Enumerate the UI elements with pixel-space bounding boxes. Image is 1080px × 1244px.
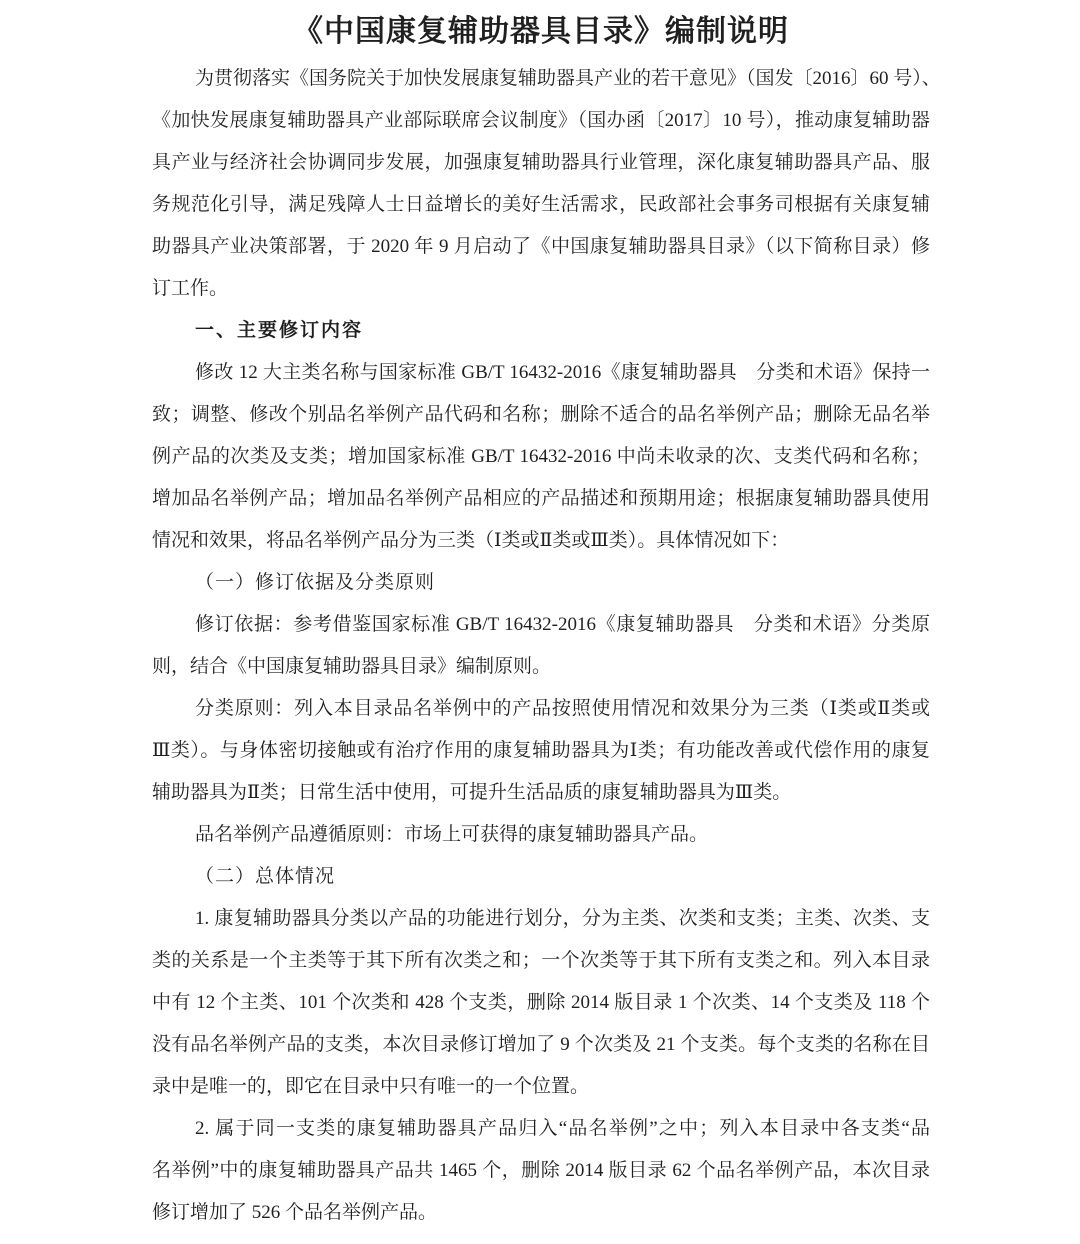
paragraph-line: 为贯彻落实《国务院关于加快发展康复辅助器具产业的若干意见》（国发〔2016〕60 号）、 <box>195 68 941 89</box>
paragraph-line: 订工作。 <box>152 278 229 299</box>
paragraph-line: 务规范化引导，满足残障人士日益增长的美好生活需求，民政部社会事务司根据有关康复辅 <box>152 194 930 215</box>
paragraph-line: 具产业与经济社会协调同步发展，加强康复辅助器具行业管理，深化康复辅助器具产品、服 <box>152 152 930 173</box>
paragraph-line: 类的关系是一个主类等于其下所有次类之和；一个次类等于其下所有支类之和。列入本目录 <box>152 950 930 971</box>
paragraph-line: 修订增加了 526 个品名举例产品。 <box>152 1202 438 1223</box>
paragraph-line: 没有品名举例产品的支类，本次目录修订增加了 9 个次类及 21 个支类。每个支类的名称在目 <box>152 1034 930 1055</box>
paragraph-line: 修订依据：参考借鉴国家标准 GB/T 16432-2016《康复辅助器具 分类和术语》分类原 <box>195 614 930 635</box>
paragraph-line: 致；调整、修改个别品名举例产品代码和名称；删除不适合的品名举例产品；删除无品名举 <box>152 404 930 425</box>
paragraph-line: 2. 属于同一支类的康复辅助器具产品归入“品名举例”之中；列入本目录中各支类“品 <box>195 1118 930 1139</box>
paragraph-line: 例产品的次类及支类；增加国家标准 GB/T 16432-2016 中尚未收录的次、支类代码和名称； <box>152 446 930 467</box>
paragraph-line: 录中是唯一的，即它在目录中只有唯一的一个位置。 <box>152 1076 590 1097</box>
heading-line: 一、主要修订内容 <box>195 320 364 341</box>
subheading-line: （一）修订依据及分类原则 <box>195 572 436 593</box>
paragraph-line: 情况和效果，将品名举例产品分为三类（Ⅰ类或Ⅱ类或Ⅲ类）。具体情况如下： <box>152 530 790 551</box>
paragraph-line: 中有 12 个主类、101 个次类和 428 个支类，删除 2014 版目录 1 个次类、14 个支类及 118 个 <box>152 992 930 1013</box>
document-title: 《中国康复辅助器具目录》编制说明 <box>293 15 789 48</box>
paragraph-line: 1. 康复辅助器具分类以产品的功能进行划分，分为主类、次类和支类；主类、次类、支 <box>195 908 930 929</box>
subheading-line: （二）总体情况 <box>195 866 336 887</box>
paragraph-line: 品名举例产品遵循原则：市场上可获得的康复辅助器具产品。 <box>195 824 709 845</box>
paragraph-line: 《加快发展康复辅助器具产业部际联席会议制度》（国办函〔2017〕10 号），推动康复辅助器 <box>152 110 930 131</box>
paragraph-line: 则，结合《中国康复辅助器具目录》编制原则。 <box>152 656 552 677</box>
document-body <box>152 58 941 1234</box>
paragraph-line: 增加品名举例产品；增加品名举例产品相应的产品描述和预期用途；根据康复辅助器具使用 <box>152 488 930 509</box>
paragraph-line: 修改 12 大主类名称与国家标准 GB/T 16432-2016《康复辅助器具 分类和术语》保持一 <box>195 362 930 383</box>
paragraph-line: 分类原则：列入本目录品名举例中的产品按照使用情况和效果分为三类（Ⅰ类或Ⅱ类或 <box>195 698 930 719</box>
paragraph-line: 助器具产业决策部署，于 2020 年 9 月启动了《中国康复辅助器具目录》（以下简称目录）修 <box>152 236 930 257</box>
paragraph-line: Ⅲ类）。与身体密切接触或有治疗作用的康复辅助器具为Ⅰ类；有功能改善或代偿作用的康复 <box>152 740 930 761</box>
paragraph-line: 名举例”中的康复辅助器具产品共 1465 个，删除 2014 版目录 62 个品名举例产品，本次目录 <box>152 1160 930 1181</box>
paragraph-line: 辅助器具为Ⅱ类；日常生活中使用，可提升生活品质的康复辅助器具为Ⅲ类。 <box>152 782 792 803</box>
